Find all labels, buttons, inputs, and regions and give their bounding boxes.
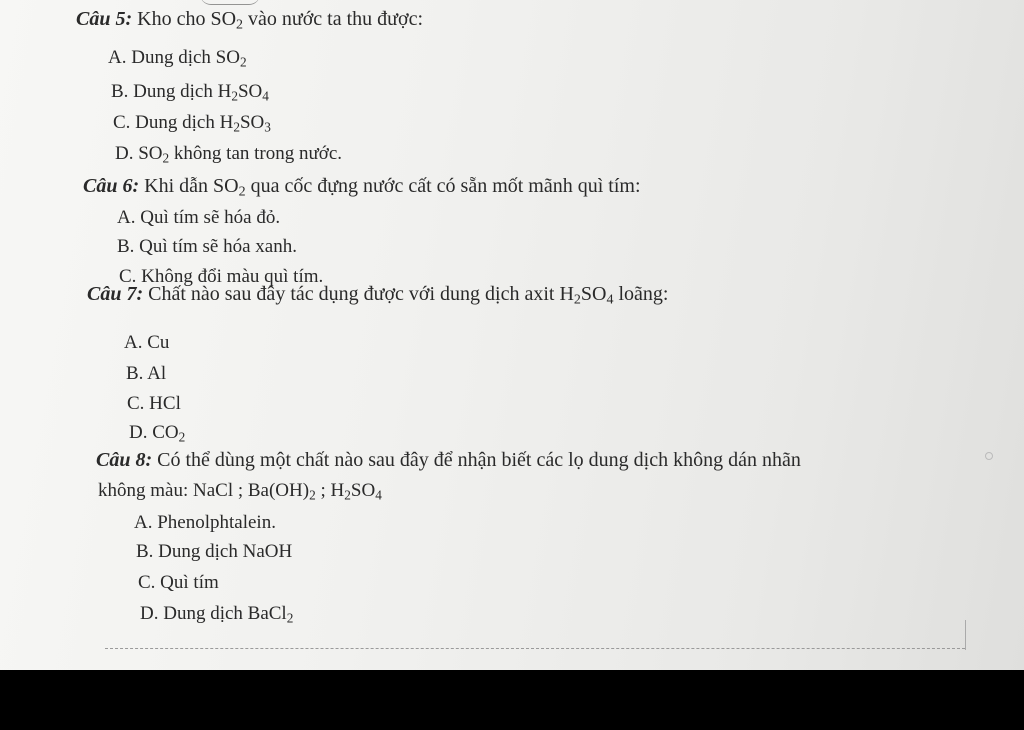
option-text: A. Phenolphtalein.: [134, 512, 276, 533]
question-6-option-b[interactable]: B. Quì tím sẽ hóa xanh.: [117, 236, 297, 257]
question-5-stem: [76, 9, 423, 33]
option-text: SO: [239, 112, 265, 133]
question-7-option-b[interactable]: [126, 364, 166, 383]
page-border-line: [105, 648, 965, 649]
question-8-text: ; H: [315, 480, 345, 501]
question-6-text-end: qua cốc đựng nước cất có sẵn mốt mãnh quì tím:: [245, 175, 641, 197]
question-5-number: Câu 5:: [76, 8, 133, 30]
question-6-number: Câu 6:: [83, 175, 140, 197]
question-8-stem-line-1: [96, 450, 801, 470]
question-8-option-b[interactable]: [136, 542, 292, 561]
question-6-text: Khi dẫn SO: [144, 175, 239, 197]
question-7-text-end: loãng:: [613, 283, 669, 305]
circle-mark-icon: [985, 452, 993, 460]
option-text: D. Dung dịch BaCl: [140, 603, 287, 624]
question-5-option-b[interactable]: [111, 82, 269, 103]
question-7-option-a[interactable]: [124, 333, 169, 352]
question-8-option-d[interactable]: [140, 604, 293, 625]
subscript: 2: [344, 487, 351, 503]
page-border-line-vertical: [965, 620, 966, 650]
subscript: 2: [162, 150, 170, 166]
option-text: C. HCl: [127, 393, 181, 414]
option-text: D. CO: [129, 422, 179, 443]
subscript: 4: [606, 292, 614, 308]
option-text: D. SO: [115, 143, 163, 164]
question-5-option-d[interactable]: [115, 144, 342, 165]
option-text: B. Dung dịch H: [111, 81, 232, 102]
option-text: B. Al: [126, 363, 167, 384]
subscript: 2: [309, 487, 316, 503]
question-7-option-c[interactable]: [127, 394, 181, 413]
question-5-text: Kho cho SO: [137, 8, 237, 30]
question-7-text: Chất nào sau đây tác dụng được với dung dịch axit H: [148, 283, 574, 305]
question-5-text-end: vào nước ta thu được:: [243, 8, 424, 30]
question-6-option-a[interactable]: A. Quì tím sẽ hóa đỏ.: [117, 207, 281, 228]
subscript: 2: [286, 610, 294, 626]
question-8-number: Câu 8:: [96, 449, 153, 471]
subscript: 4: [262, 88, 269, 104]
subscript: 2: [236, 17, 244, 33]
option-text: C. Quì tím: [138, 572, 219, 593]
subscript: 3: [264, 119, 271, 135]
question-6-option-c[interactable]: C. Không đổi màu quì tím.: [119, 266, 324, 287]
option-text: SO: [237, 81, 263, 102]
subscript: 2: [238, 184, 246, 200]
question-8-stem-line-2: [98, 481, 382, 502]
subscript: 2: [233, 119, 240, 135]
question-7-text: SO: [580, 283, 607, 305]
option-text: C. Dung dịch H: [113, 112, 234, 133]
subscript: 2: [231, 88, 238, 104]
question-5-option-c[interactable]: [113, 113, 271, 134]
question-7-stem: [87, 284, 669, 308]
question-8-text: không màu: NaCl ; Ba(OH): [98, 480, 310, 501]
question-8-text: Có thể dùng một chất nào sau đây để nhận biết các lọ dung dịch không dán nhãn: [152, 449, 801, 471]
option-text: A. Dung dịch SO: [108, 47, 240, 68]
question-8-text: SO: [350, 480, 376, 501]
subscript: 2: [239, 54, 247, 70]
cropped-text-fragment: [200, 0, 260, 5]
option-text: A. Cu: [124, 332, 170, 353]
question-7-option-d[interactable]: [129, 423, 185, 444]
question-8-option-a[interactable]: [134, 513, 276, 532]
option-text: B. Dung dịch NaOH: [136, 541, 293, 562]
question-5-option-a[interactable]: [108, 48, 247, 69]
question-7-number: Câu 7:: [87, 283, 144, 305]
subscript: 2: [573, 292, 581, 308]
option-text: không tan trong nước.: [169, 143, 343, 164]
subscript: 4: [375, 487, 382, 503]
subscript: 2: [178, 429, 186, 445]
question-8-option-c[interactable]: [138, 573, 219, 592]
question-6-stem: [83, 176, 641, 200]
black-bottom-bar: [0, 670, 1024, 730]
